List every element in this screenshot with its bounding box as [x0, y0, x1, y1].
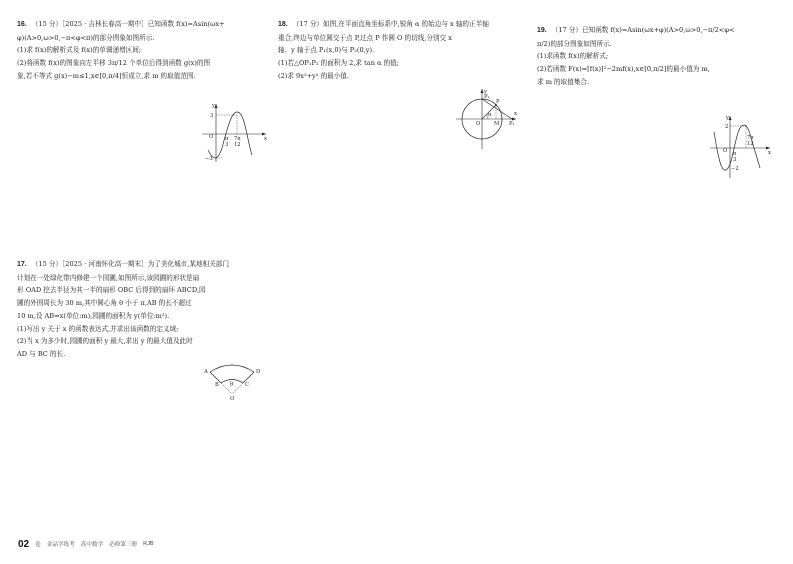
problem-text-line: 10 m,设 AB=x(单位:m),园圃的面积为 y(单位:m²). — [17, 311, 170, 320]
problem-number: 17. — [17, 261, 27, 268]
problem-text-line: 轴、y 轴于点 P₁(x,0)与 P₂(0,y). — [278, 46, 375, 55]
footer-item: 卷 — [35, 542, 41, 548]
x-tick-label: π — [225, 136, 229, 142]
problem-text-line: 形 OAD 挖去半径为其一半的扇形 OBC 后得到的扇环 ABCD,园 — [17, 286, 206, 295]
point-p2-label: P₂ — [484, 94, 490, 100]
problem-text-line: (1)求函数 f(x)的解析式; — [537, 52, 609, 61]
problem-text-line: φ)(A>0,ω>0,−π<φ<π)的部分图象如图所示. — [17, 33, 155, 42]
problem-text-line: 圃的外围周长为 30 m,其中圆心角 θ 小于 π,AB 的长不超过 — [17, 299, 192, 308]
point-b-label: B — [215, 382, 219, 388]
origin-label: O — [723, 148, 728, 154]
x-tick-label: 7π — [747, 135, 754, 141]
x-tick-label: π — [733, 151, 737, 157]
y-max-label: 2 — [725, 124, 729, 130]
problem-text-line: (1)求 f(x)的解析式及 f(x)的单调递增区间; — [17, 46, 142, 55]
problem-text-line: （17 分）如图,在平面直角坐标系中,锐角 α 的始边与 x 轴的正半轴 — [292, 20, 489, 28]
problem-text-line: (2)求 9x²+y² 的最小值. — [278, 71, 350, 80]
footer-item: 必修第三册 — [109, 542, 138, 548]
y-min-label: −2 — [731, 166, 739, 172]
x-tick-label: 12 — [747, 141, 754, 147]
x-tick-label: 3 — [225, 142, 229, 148]
problem-18-unit-circle-figure — [452, 85, 524, 155]
footer-item: 金品学练考 — [46, 542, 75, 548]
point-m-label: M — [494, 121, 500, 127]
problem-text-line: (2)若函数 F(x)=[f(x)]²−2mf(x),x∈[0,π/2]的最小值为 m, — [537, 65, 710, 74]
page-number: 02 — [18, 538, 30, 550]
problem-number: 18. — [278, 21, 288, 28]
x-axis-label: x — [514, 111, 517, 117]
point-c-label: C — [245, 382, 249, 388]
problem-text-line: 求 m 的取值集合. — [537, 77, 590, 86]
problem-text-line: （15 分）［2025 · 河南怀化高一期末］为了美化城市,某地相关部门 — [31, 260, 229, 268]
problem-text-line: π/2)的部分图象如图所示. — [537, 39, 612, 48]
origin-label: O — [476, 121, 481, 127]
problem-text-line: 计划在一处绿化带内修建一个园圃,如图所示,该园圃的形状是扇 — [17, 273, 200, 282]
problem-16 — [17, 18, 267, 83]
problem-19 — [537, 24, 787, 89]
problem-number: 16. — [17, 21, 27, 28]
problem-text-line: (1)写出 y 关于 x 的函数表达式,并求出该函数的定义域; — [17, 324, 179, 333]
problem-text-line: AD 与 BC 的长. — [17, 349, 66, 358]
problem-text-line: (1)若△OP₁P₂ 的面积为 2,求 tan α 的值; — [278, 59, 399, 68]
problem-number: 19. — [537, 27, 547, 34]
angle-alpha-label: α — [488, 112, 492, 118]
y-max-label: 3 — [210, 113, 214, 119]
x-tick-label: 3 — [733, 157, 737, 163]
problem-text-line: (2)当 x 为多少时,园圃的面积 y 最大,求出 y 的最大值及此时 — [17, 337, 193, 346]
y-axis-label: y — [212, 103, 215, 109]
problem-text-line: （17 分）已知函数 f(x)=Asin(ωx+φ)(A>0,ω>0,−π/2<φ< — [551, 26, 735, 34]
footer-item: RJB — [143, 541, 154, 547]
origin-label: O — [209, 134, 214, 140]
problem-text-line: (2)将函数 f(x)的图象向左平移 3π/12 个单位后得到函数 g(x)的图 — [17, 59, 211, 68]
x-axis-label: x — [768, 150, 771, 156]
point-p-label: P — [496, 99, 500, 105]
x-tick-label: 7π — [234, 136, 241, 142]
problem-16-graph — [200, 100, 270, 166]
y-axis-label: y — [484, 89, 487, 95]
point-a-label: A — [204, 369, 208, 375]
problem-text-line: （15 分）［2025 · 吉林长春高一期中］已知函数 f(x)=Asin(ωx+ — [31, 20, 225, 28]
x-axis-label: x — [264, 136, 267, 142]
footer-item: 高中数学 — [80, 542, 104, 548]
problem-17 — [17, 258, 267, 361]
page-footer — [18, 538, 154, 550]
problem-text-line: 重合,终边与单位圆交于点 P,过点 P 作圆 O 的切线,分别交 x — [278, 33, 452, 42]
point-o-label: O — [230, 396, 235, 402]
angle-theta-label: θ — [230, 382, 234, 388]
problem-17-sector-figure — [200, 360, 264, 402]
y-min-label: −3 — [205, 156, 213, 162]
problem-18 — [278, 18, 528, 83]
point-p1-label: P₁ — [509, 121, 515, 127]
problem-text-line: 象,若不等式 g(x)−m≤1,x∈[0,π/4]恒成立,求 m 的取值范围. — [17, 71, 196, 80]
point-d-label: D — [256, 369, 261, 375]
x-tick-label: 12 — [234, 142, 241, 148]
y-axis-label: y — [726, 115, 729, 121]
problem-19-graph — [708, 112, 774, 182]
